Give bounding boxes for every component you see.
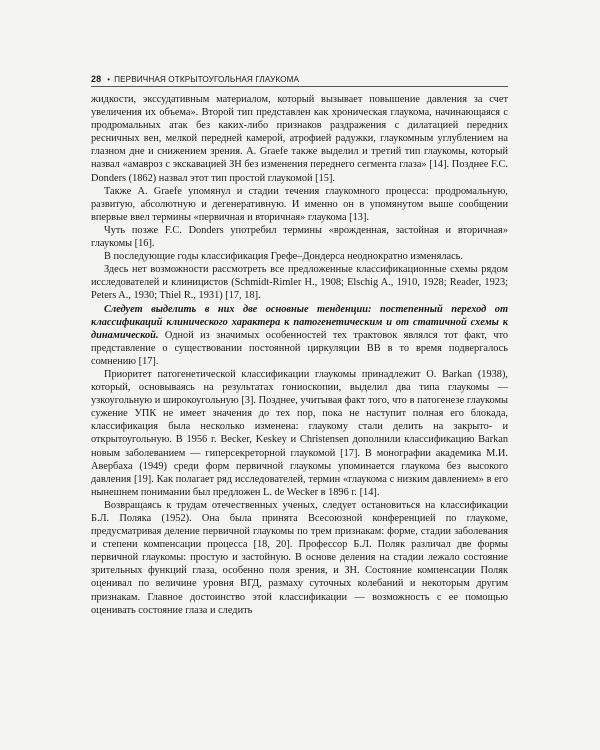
- paragraph: В последующие годы классификация Грефе–Дондерса неоднократно изменялась.: [104, 251, 463, 263]
- emphasized-statement: Следует выделить в них две основные тенденции: постепенный переход от классификаций клинического характера к патогенетическим и от статичной схемы к динамической.: [91, 303, 508, 341]
- paragraph: жидкости, экссудативным материалом, который вызывает повышение давления за счет увеличения их объема». Второй тип представлен как хроническая глаукома, начинающаяся с продромальных атак без каких-либо признаков раздражения с дилатацией передних ресничных вен, мелкой передней камерой, атрофией радужки, глаукомным углублением на глазном дне и снижением зрения. A. Graefe также выделил и третий тип глаукомы, который назвал «амавроз с экскавацией ЗН без изменения переднего сегмента глаза» [14]. Позднее F.C. Donders (1862) назвал этот тип простой глаукомой [15].: [91, 94, 508, 184]
- paragraph: Чуть позже F.C. Donders употребил термины «врожденная, застойная и вторичная» глаукомы [16].: [91, 224, 508, 250]
- running-title: ПЕРВИЧНАЯ ОТКРЫТОУГОЛЬНАЯ ГЛАУКОМА: [114, 75, 300, 84]
- paragraph-continuation: Одной из значимых особенностей тех трактовок являлся тот факт, что представление о существовании постоянной циркуляции ВВ в то время подвергалось сомнению [17].: [91, 329, 508, 367]
- paragraph: Также A. Graefe упомянул и стадии течения глаукомного процесса: продромальную, развитую, абсолютную и дегенеративную. И именно он в упомянутом выше сообщении впервые ввел термины «первичная и вторичная» глаукома [13].: [91, 185, 508, 223]
- body-text: [91, 93, 508, 617]
- paragraph: Возвращаясь к трудам отечественных ученых, следует остановиться на классификации Б.Л. Поляка (1952). Она была принята Всесоюзной конференцией по глаукоме, предусматривая деление первичной глаукомы по трем признакам: форме, стадии заболевания и степени компенсации процесса [18, 20]. Профессор Б.Л. Поляк различал две формы первичной глаукомы: простую и застойную. В основе деления на стадии лежало состояние зрительных функций глаза, особенно поля зрения, и ЗН. Состояние компенсации Поляк оценивал по величине уровня ВГД, размаху суточных колебаний и некоторым другим признакам. Главное достоинство этой классификации — возможность с ее помощью оценивать состояние глаза и следить: [91, 499, 508, 616]
- paragraph-with-emphasis: [91, 303, 508, 368]
- header-bullet: •: [107, 75, 111, 84]
- paragraph: Приоритет патогенетической классификации глаукомы принадлежит O. Barkan (1938), который, основываясь на результатах гониоскопии, выделил два типа глаукомы — узкоугольную и широкоугольную [3]. Позднее, учитывая факт того, что в патогенезе глаукомы сужение УПК не имеет значения до тех пор, пока не наступит полная его блокада, классификация была несколько изменена: глаукому стали делить на закрыто- и открытоугольную. В 1956 г. Becker, Keskey и Christensen дополнили классификацию Barkan новым заболеванием — гиперсекреторной глаукомой [17]. В монографии академика М.И. Авербаха (1949) среди форм первичной глаукомы упоминается глаукома без высокого давления [19]. Как полагает ряд исследователей, термин «глаукома с низким давлением» в его нынешнем понимании был предложен L. de Wecker в 1896 г. [14].: [91, 368, 508, 498]
- page-number: 28: [91, 74, 102, 84]
- running-header: [91, 66, 508, 87]
- paragraph: Здесь нет возможности рассмотреть все предложенные классификационные схемы рядом исследователей и клиницистов (Schmidt-Rimler H., 1908; Elschig A., 1910, 1928; Reader, 1923; Peters A., 1930; Thiel R., 1931) [17, 18].: [91, 264, 508, 302]
